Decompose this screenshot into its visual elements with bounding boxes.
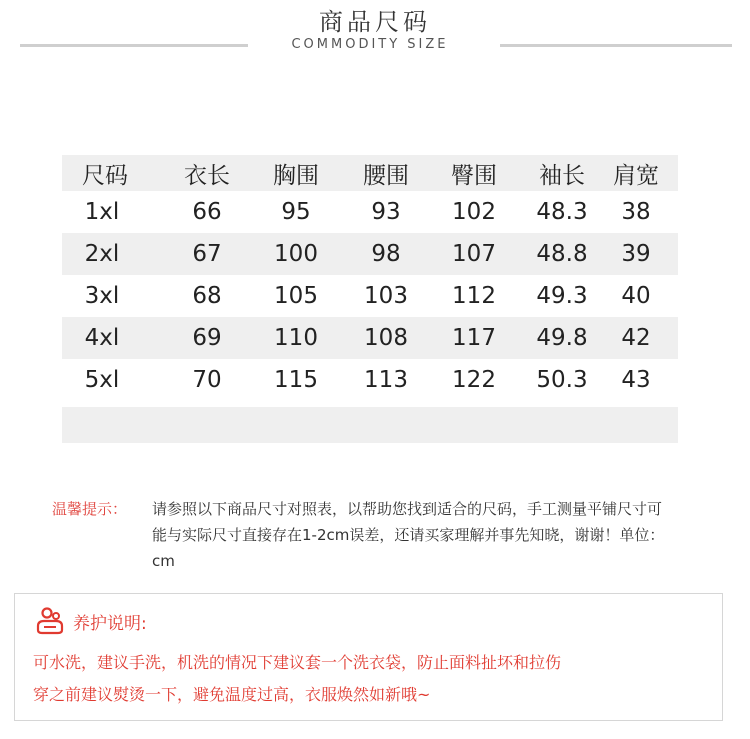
table-cell: 103 (364, 283, 408, 309)
table-cell: 38 (621, 199, 651, 225)
table-cell: 67 (192, 241, 222, 267)
table-cell: 5xl (84, 367, 120, 393)
page-title: 商品尺码 (319, 8, 431, 36)
column-header: 肩宽 (613, 162, 659, 189)
column-header: 腰围 (363, 162, 409, 189)
size-table (62, 155, 678, 443)
table-empty-row (62, 407, 678, 443)
page-subtitle: COMMODITY SIZE (291, 37, 449, 52)
notice-label: 温馨提示： (52, 500, 128, 518)
divider-right (500, 44, 732, 47)
table-cell: 110 (274, 325, 318, 351)
table-cell: 43 (621, 367, 651, 393)
table-cell: 112 (452, 283, 496, 309)
column-header: 尺码 (82, 162, 128, 189)
table-cell: 93 (371, 199, 401, 225)
table-cell: 50.3 (536, 367, 588, 393)
table-cell: 68 (192, 283, 222, 309)
table-cell: 113 (364, 367, 408, 393)
table-row (62, 191, 678, 233)
table-cell: 107 (452, 241, 496, 267)
table-cell: 4xl (84, 325, 120, 351)
table-cell: 49.8 (536, 325, 588, 351)
care-instructions-box (14, 593, 723, 721)
table-cell: 98 (371, 241, 401, 267)
table-cell: 1xl (84, 199, 120, 225)
table-cell: 117 (452, 325, 496, 351)
table-cell: 3xl (84, 283, 120, 309)
notice-text: 请参照以下商品尺寸对照表，以帮助您找到适合的尺码，手工测量平铺尺寸可能与实际尺寸直接存在1-2cm误差，还请买家理解并事先知晓，谢谢！单位：cm (152, 500, 665, 570)
care-line-1: 可水洗，建议手洗，机洗的情况下建议套一个洗衣袋，防止面料扯坏和拉伤 (33, 653, 562, 672)
care-title (35, 606, 147, 636)
column-header: 袖长 (539, 162, 585, 189)
table-cell: 2xl (84, 241, 120, 267)
table-cell: 48.8 (536, 241, 588, 267)
table-row (62, 317, 678, 359)
care-person-icon (35, 606, 65, 636)
table-cell: 40 (621, 283, 651, 309)
size-notice (52, 496, 672, 574)
column-header: 胸围 (273, 162, 319, 189)
table-row (62, 233, 678, 275)
table-cell: 66 (192, 199, 222, 225)
table-cell: 100 (274, 241, 318, 267)
table-cell: 42 (621, 325, 651, 351)
table-cell: 105 (274, 283, 318, 309)
table-header-row (62, 155, 678, 191)
column-header: 臀围 (451, 162, 497, 189)
care-title-label: 养护说明: (73, 613, 147, 634)
table-cell: 39 (621, 241, 651, 267)
table-cell: 49.3 (536, 283, 588, 309)
column-header: 衣长 (184, 162, 230, 189)
table-cell: 95 (281, 199, 311, 225)
table-cell: 102 (452, 199, 496, 225)
table-row (62, 359, 678, 401)
table-cell: 115 (274, 367, 318, 393)
table-cell: 122 (452, 367, 496, 393)
table-cell: 69 (192, 325, 222, 351)
care-line-2: 穿之前建议熨烫一下，避免温度过高，衣服焕然如新哦~ (33, 685, 431, 704)
table-cell: 48.3 (536, 199, 588, 225)
table-row (62, 275, 678, 317)
table-cell: 108 (364, 325, 408, 351)
table-cell: 70 (192, 367, 222, 393)
